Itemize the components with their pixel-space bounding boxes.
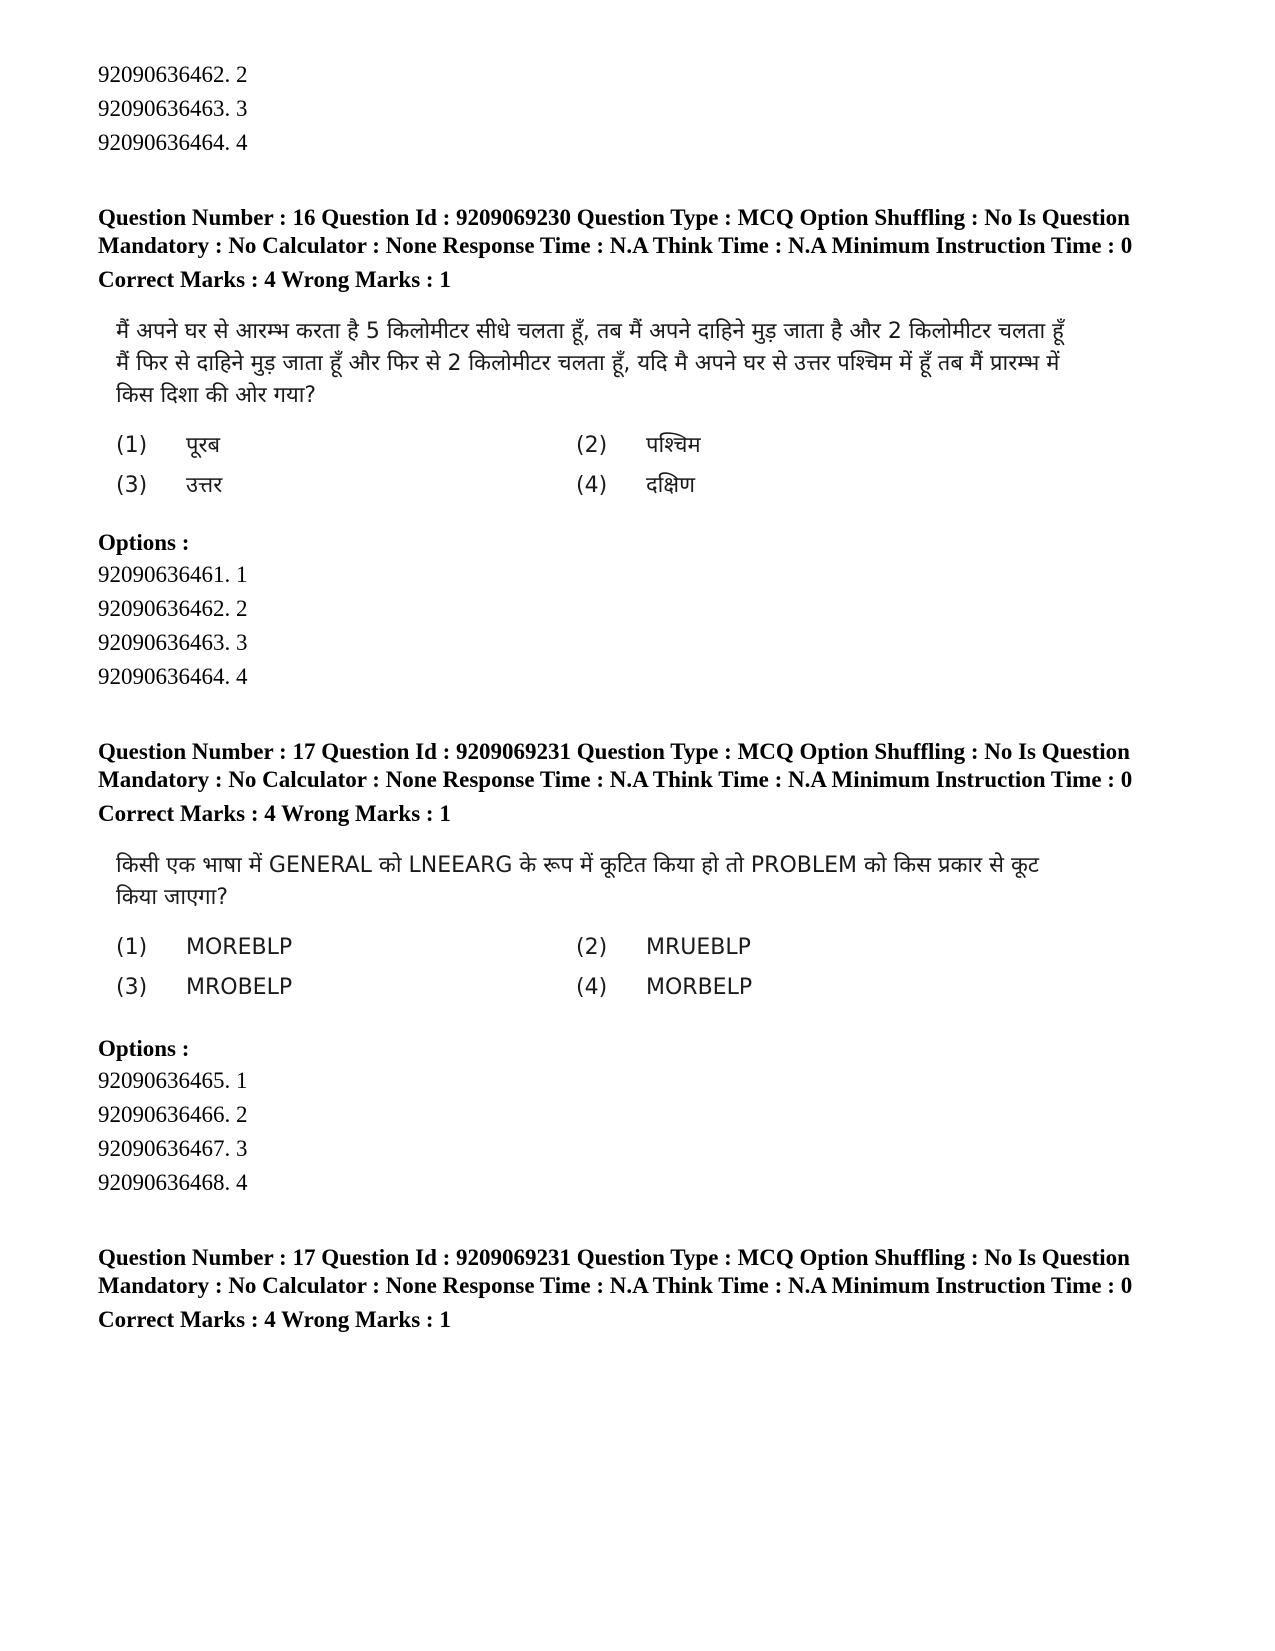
choice-label: पश्चिम <box>646 433 701 458</box>
option-line: 92090636462. 2 <box>98 596 248 621</box>
option-line: 92090636463. 3 <box>98 630 248 655</box>
choice-label: MOREBLP <box>186 935 293 960</box>
option-line: 92090636463. 3 <box>98 96 248 121</box>
spacer <box>98 1004 1178 1034</box>
choice-number: (3) <box>116 473 148 498</box>
answer-choice <box>116 972 576 1004</box>
choice-number: (4) <box>576 975 608 1000</box>
option-line: 92090636467. 3 <box>98 1136 248 1161</box>
choice-label: MORBELP <box>646 975 753 1000</box>
question-header: Question Number : 17 Question Id : 9209069231 Question Type : MCQ Option Shuffling : No Is Question Mandatory : No Calculator : None Response Time : N.A Think Time : N.A Minimum Instruction Time : 0 <box>98 1245 1133 1298</box>
choice-number: (2) <box>576 935 608 960</box>
question-marks: Correct Marks : 4 Wrong Marks : 1 <box>98 267 451 292</box>
options-heading: Options : <box>98 530 190 555</box>
choice-label: MRUEBLP <box>646 935 751 960</box>
option-line: 92090636462. 2 <box>98 62 248 87</box>
question-block-17-repeat <box>98 1244 1178 1334</box>
choice-number: (1) <box>116 433 148 458</box>
answer-choice <box>576 430 1036 462</box>
answer-choice <box>576 972 1036 1004</box>
choice-label: MROBELP <box>186 975 293 1000</box>
question-block-16 <box>98 204 1178 694</box>
question-text: किसी एक भाषा में GENERAL को LNEEARG के रूप में कूटित किया हो तो PROBLEM को किस प्रकार से कूट किया जाएगा? <box>116 853 1039 910</box>
answer-choice <box>576 932 1036 964</box>
answer-choice <box>116 470 576 502</box>
answer-choices <box>116 430 1178 502</box>
answer-choice <box>116 430 576 462</box>
choice-number: (2) <box>576 433 608 458</box>
options-list <box>98 1064 1178 1200</box>
question-header: Question Number : 17 Question Id : 9209069231 Question Type : MCQ Option Shuffling : No Is Question Mandatory : No Calculator : None Response Time : N.A Think Time : N.A Minimum Instruction Time : 0 <box>98 739 1133 792</box>
choice-number: (4) <box>576 473 608 498</box>
answer-choice <box>576 470 1036 502</box>
options-list <box>98 558 1178 694</box>
answer-choices <box>116 932 1178 1004</box>
question-content <box>116 850 1178 1004</box>
option-line: 92090636461. 1 <box>98 562 248 587</box>
question-block-17 <box>98 738 1178 1200</box>
option-line: 92090636464. 4 <box>98 130 248 155</box>
choice-label: दक्षिण <box>646 473 696 498</box>
option-line: 92090636464. 4 <box>98 664 248 689</box>
choice-label: पूरब <box>186 433 221 458</box>
previous-options-list <box>98 58 1178 160</box>
option-line: 92090636465. 1 <box>98 1068 248 1093</box>
question-text: मैं अपने घर से आरम्भ करता है 5 किलोमीटर सीधे चलता हूँ, तब मैं अपने दाहिने मुड़ जाता है और 2 किलोमीटर चलता हूँ मैं फिर से दाहिने मुड़ जाता हूँ और फिर से 2 किलोमीटर चलता हूँ, यदि मै अपने घर से उत्तर पश्चिम में हूँ तब मैं प्रारम्भ में किस दिशा की ओर गया? <box>116 319 1064 408</box>
option-line: 92090636468. 4 <box>98 1170 248 1195</box>
document-page <box>98 58 1178 1378</box>
option-line: 92090636466. 2 <box>98 1102 248 1127</box>
choice-number: (3) <box>116 975 148 1000</box>
answer-choice <box>116 932 576 964</box>
question-header: Question Number : 16 Question Id : 9209069230 Question Type : MCQ Option Shuffling : No Is Question Mandatory : No Calculator : None Response Time : N.A Think Time : N.A Minimum Instruction Time : 0 <box>98 205 1133 258</box>
question-marks: Correct Marks : 4 Wrong Marks : 1 <box>98 1307 451 1332</box>
question-marks: Correct Marks : 4 Wrong Marks : 1 <box>98 801 451 826</box>
options-heading: Options : <box>98 1036 190 1061</box>
question-content <box>116 316 1178 502</box>
choice-label: उत्तर <box>186 473 223 498</box>
choice-number: (1) <box>116 935 148 960</box>
